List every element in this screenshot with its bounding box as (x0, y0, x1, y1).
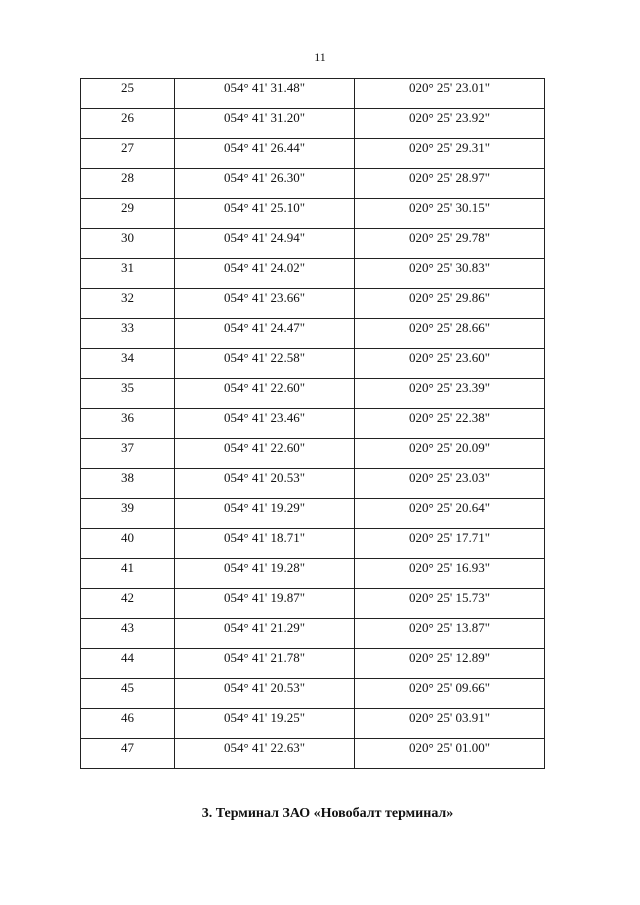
latitude-cell: 054° 41' 22.58" (175, 349, 355, 379)
point-number-cell: 45 (81, 679, 175, 709)
point-number-cell: 39 (81, 499, 175, 529)
table-row (81, 679, 545, 709)
table-row (81, 229, 545, 259)
latitude-cell: 054° 41' 19.87" (175, 589, 355, 619)
latitude-cell: 054° 41' 23.46" (175, 409, 355, 439)
latitude-cell: 054° 41' 31.48" (175, 79, 355, 109)
latitude-cell: 054° 41' 25.10" (175, 199, 355, 229)
table-row (81, 79, 545, 109)
longitude-cell: 020° 25' 28.66" (355, 319, 545, 349)
table-row (81, 259, 545, 289)
coordinates-table-body (81, 79, 545, 769)
latitude-cell: 054° 41' 31.20" (175, 109, 355, 139)
latitude-cell: 054° 41' 22.60" (175, 439, 355, 469)
table-row (81, 589, 545, 619)
table-row (81, 199, 545, 229)
latitude-cell: 054° 41' 24.02" (175, 259, 355, 289)
table-row (81, 739, 545, 769)
longitude-cell: 020° 25' 01.00" (355, 739, 545, 769)
table-row (81, 529, 545, 559)
point-number-cell: 25 (81, 79, 175, 109)
longitude-cell: 020° 25' 23.39" (355, 379, 545, 409)
point-number-cell: 29 (81, 199, 175, 229)
point-number-cell: 44 (81, 649, 175, 679)
latitude-cell: 054° 41' 22.60" (175, 379, 355, 409)
point-number-cell: 42 (81, 589, 175, 619)
latitude-cell: 054° 41' 19.29" (175, 499, 355, 529)
table-row (81, 619, 545, 649)
latitude-cell: 054° 41' 20.53" (175, 679, 355, 709)
latitude-cell: 054° 41' 24.94" (175, 229, 355, 259)
longitude-cell: 020° 25' 22.38" (355, 409, 545, 439)
table-row (81, 469, 545, 499)
latitude-cell: 054° 41' 26.30" (175, 169, 355, 199)
longitude-cell: 020° 25' 23.60" (355, 349, 545, 379)
point-number-cell: 36 (81, 409, 175, 439)
table-row (81, 379, 545, 409)
point-number-cell: 38 (81, 469, 175, 499)
longitude-cell: 020° 25' 16.93" (355, 559, 545, 589)
longitude-cell: 020° 25' 15.73" (355, 589, 545, 619)
table-row (81, 649, 545, 679)
longitude-cell: 020° 25' 23.92" (355, 109, 545, 139)
point-number-cell: 37 (81, 439, 175, 469)
point-number-cell: 28 (81, 169, 175, 199)
latitude-cell: 054° 41' 20.53" (175, 469, 355, 499)
longitude-cell: 020° 25' 28.97" (355, 169, 545, 199)
point-number-cell: 26 (81, 109, 175, 139)
latitude-cell: 054° 41' 21.78" (175, 649, 355, 679)
point-number-cell: 47 (81, 739, 175, 769)
table-row (81, 559, 545, 589)
section-heading: 3. Терминал ЗАО «Новобалт терминал» (201, 806, 454, 821)
table-row (81, 709, 545, 739)
point-number-cell: 40 (81, 529, 175, 559)
latitude-cell: 054° 41' 21.29" (175, 619, 355, 649)
coordinates-table (80, 78, 545, 769)
longitude-cell: 020° 25' 29.31" (355, 139, 545, 169)
page-number: 11 (314, 50, 326, 64)
longitude-cell: 020° 25' 29.86" (355, 289, 545, 319)
table-row (81, 499, 545, 529)
latitude-cell: 054° 41' 23.66" (175, 289, 355, 319)
latitude-cell: 054° 41' 22.63" (175, 739, 355, 769)
latitude-cell: 054° 41' 19.28" (175, 559, 355, 589)
longitude-cell: 020° 25' 13.87" (355, 619, 545, 649)
longitude-cell: 020° 25' 03.91" (355, 709, 545, 739)
point-number-cell: 35 (81, 379, 175, 409)
table-row (81, 289, 545, 319)
point-number-cell: 34 (81, 349, 175, 379)
point-number-cell: 27 (81, 139, 175, 169)
table-row (81, 439, 545, 469)
longitude-cell: 020° 25' 20.64" (355, 499, 545, 529)
longitude-cell: 020° 25' 23.03" (355, 469, 545, 499)
point-number-cell: 41 (81, 559, 175, 589)
latitude-cell: 054° 41' 19.25" (175, 709, 355, 739)
latitude-cell: 054° 41' 24.47" (175, 319, 355, 349)
point-number-cell: 32 (81, 289, 175, 319)
table-row (81, 109, 545, 139)
latitude-cell: 054° 41' 26.44" (175, 139, 355, 169)
table-row (81, 169, 545, 199)
longitude-cell: 020° 25' 30.15" (355, 199, 545, 229)
table-row (81, 349, 545, 379)
longitude-cell: 020° 25' 30.83" (355, 259, 545, 289)
point-number-cell: 31 (81, 259, 175, 289)
longitude-cell: 020° 25' 20.09" (355, 439, 545, 469)
table-row (81, 139, 545, 169)
point-number-cell: 33 (81, 319, 175, 349)
point-number-cell: 43 (81, 619, 175, 649)
longitude-cell: 020° 25' 23.01" (355, 79, 545, 109)
latitude-cell: 054° 41' 18.71" (175, 529, 355, 559)
longitude-cell: 020° 25' 29.78" (355, 229, 545, 259)
longitude-cell: 020° 25' 09.66" (355, 679, 545, 709)
point-number-cell: 46 (81, 709, 175, 739)
longitude-cell: 020° 25' 17.71" (355, 529, 545, 559)
point-number-cell: 30 (81, 229, 175, 259)
table-row (81, 319, 545, 349)
table-row (81, 409, 545, 439)
longitude-cell: 020° 25' 12.89" (355, 649, 545, 679)
